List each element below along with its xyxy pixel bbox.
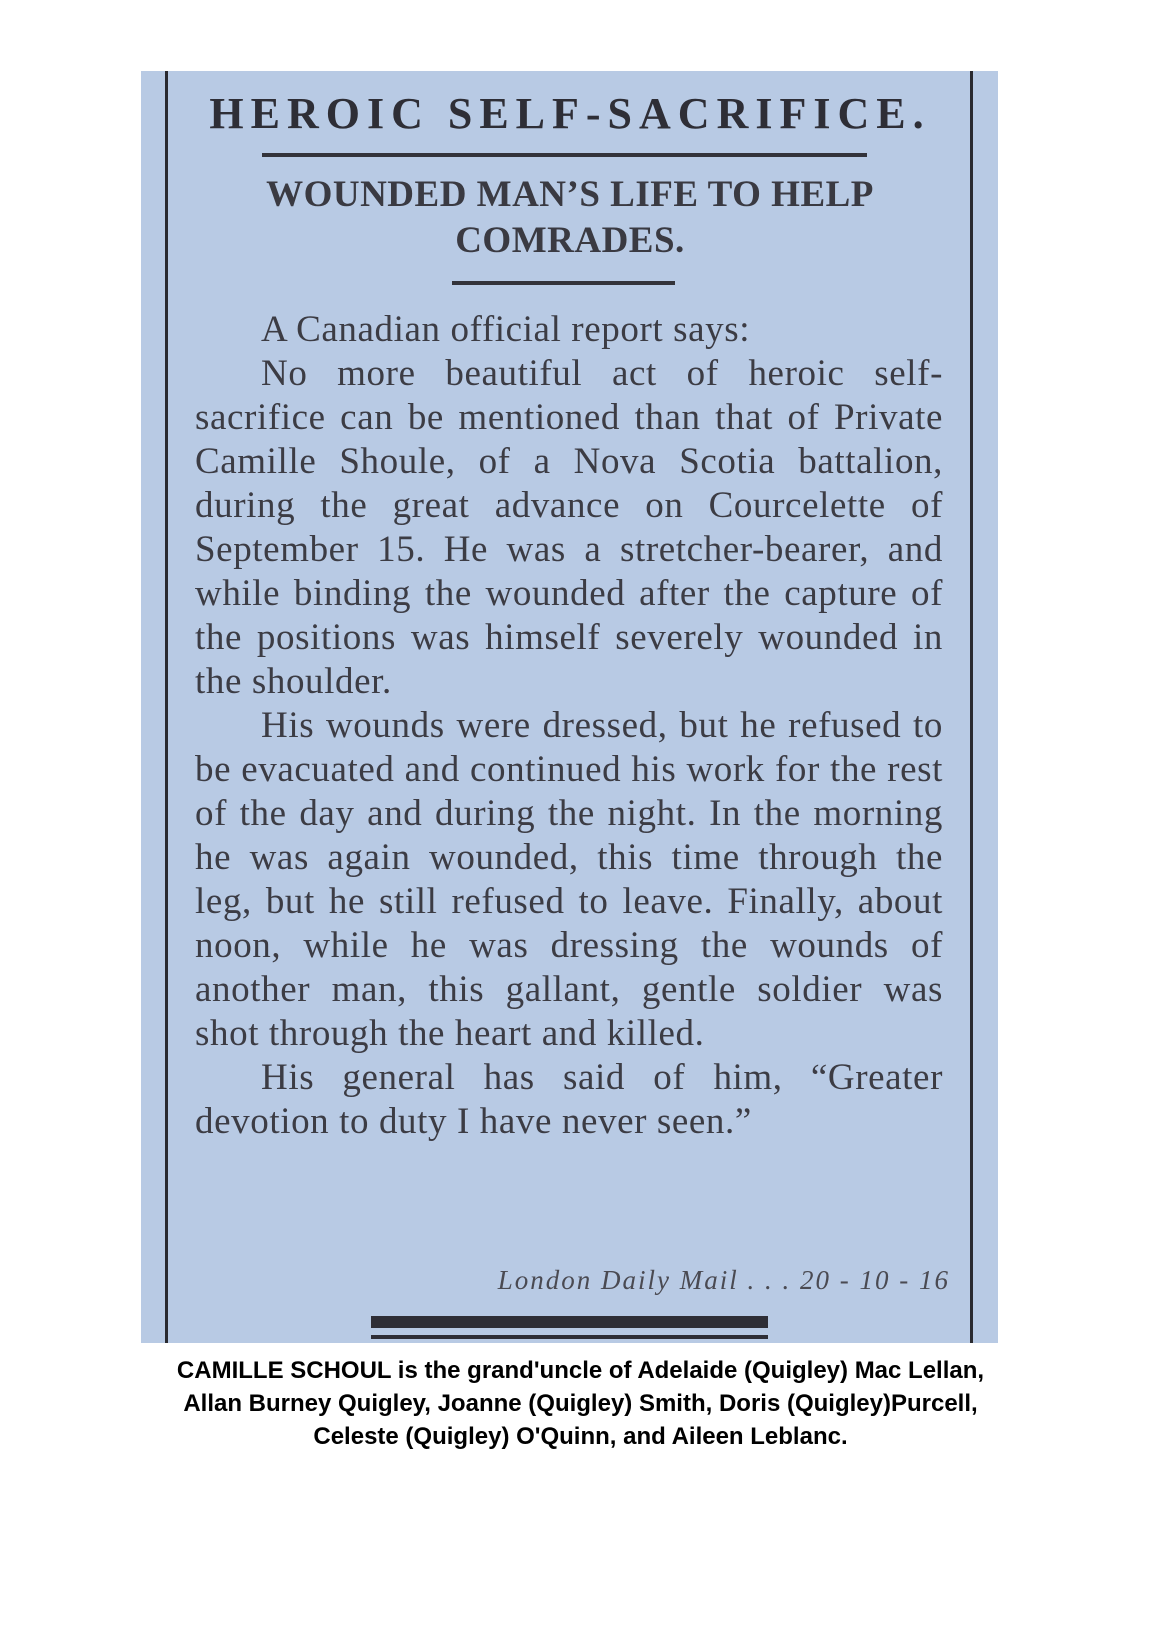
- headline: HEROIC SELF-SACRIFICE.: [209, 89, 931, 138]
- article-paragraph-3: His general has said of him, “Greater devotion to duty I have never seen.”: [195, 1057, 943, 1142]
- subheadline-line-1: WOUNDED MAN’S LIFE TO HELP: [266, 174, 874, 215]
- subheadline-rule: [452, 281, 675, 285]
- caption-line-2: Allan Burney Quigley, Joanne (Quigley) Smith, Doris (Quigley)Purcell,: [183, 1390, 978, 1417]
- article-paragraph-1: No more beautiful act of heroic self-sacrifice can be mentioned than that of Private Camille Shoule, of a Nova Scotia battalion, during the great advance on Courcelette of September 15. He was a stretcher-bearer, and while binding the wounded after the capture of the positions was himself severely wounded in the shoulder.: [195, 353, 943, 702]
- caption-line-3: Celeste (Quigley) O'Quinn, and Aileen Leblanc.: [313, 1423, 848, 1450]
- article-intro: A Canadian official report says:: [261, 309, 751, 350]
- article-body: [195, 308, 943, 1144]
- subheadline-line-2: COMRADES.: [455, 220, 685, 261]
- footer-rule-thin: [371, 1335, 768, 1339]
- column-rule-right: [970, 71, 973, 1343]
- caption-line-1: CAMILLE SCHOUL is the grand'uncle of Adelaide (Quigley) Mac Lellan,: [176, 1357, 985, 1384]
- subheadline: [180, 172, 960, 264]
- footer-rule-thick: [371, 1316, 768, 1328]
- column-rule-left: [165, 71, 168, 1343]
- headline-rule: [262, 153, 867, 157]
- source-attribution: London Daily Mail . . . 20 - 10 - 16: [497, 1265, 950, 1295]
- family-caption: [60, 1354, 1101, 1453]
- article-paragraph-2: His wounds were dressed, but he refused to be evacuated and continued his work for the rest of the day and during the night. In the morning he was again wounded, this time through the leg, but he still refused to leave. Finally, about noon, while he was dressing the wounds of another man, this gallant, gentle soldier was shot through the heart and killed.: [195, 705, 943, 1054]
